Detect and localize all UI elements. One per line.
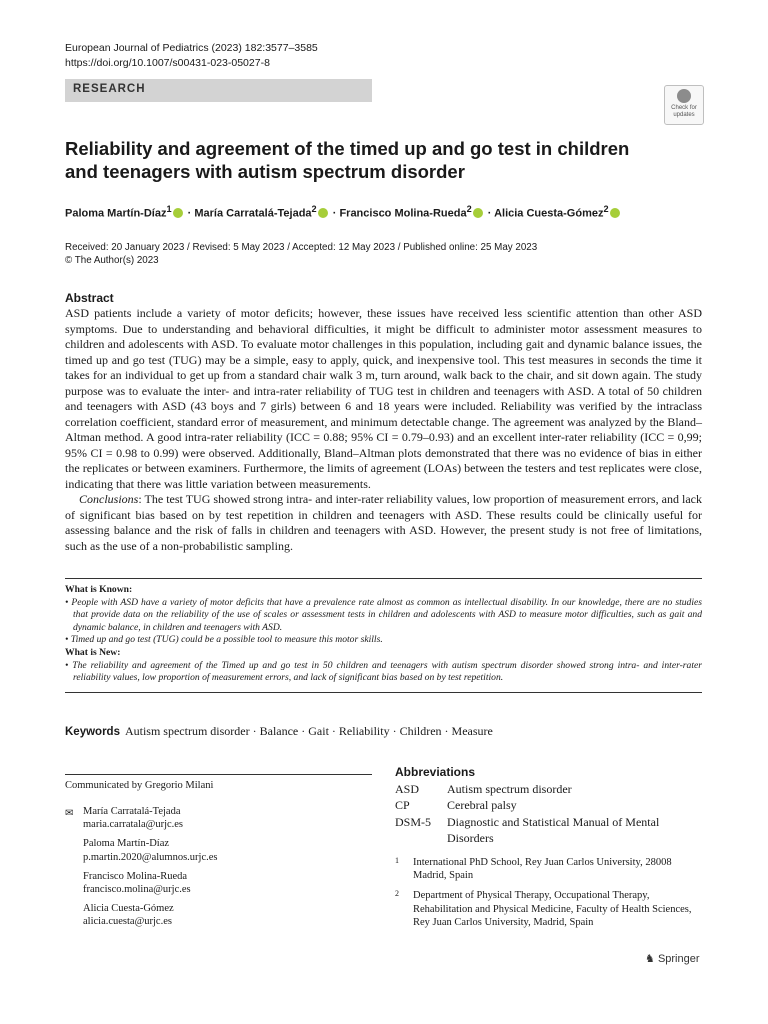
check-updates-label: Check for updates bbox=[671, 105, 697, 118]
abbreviation-value: Cerebral palsy bbox=[447, 798, 517, 813]
contact-name: María Carratalá‑Tejada bbox=[83, 806, 181, 817]
contact-name: Francisco Molina‑Rueda bbox=[83, 870, 188, 882]
author-name[interactable]: Paloma Martín‑Díaz bbox=[65, 207, 167, 220]
orcid-icon[interactable] bbox=[610, 208, 620, 218]
doi-link[interactable]: https://doi.org/10.1007/s00431-023-05027-8 bbox=[65, 57, 270, 69]
known-heading: What is Known: bbox=[65, 584, 133, 595]
contact-email[interactable]: p.martin.2020@alumnos.urjc.es bbox=[83, 851, 218, 863]
keywords-line bbox=[65, 724, 493, 739]
author-name[interactable]: Francisco Molina‑Rueda bbox=[339, 207, 467, 220]
author-name[interactable]: María Carratalá‑Tejada bbox=[194, 207, 312, 220]
conclusions-text: : The test TUG showed strong intra- and inter-rater reliability values, low proportion of measurement errors, and lack of significant bias based on by test repetition in children and teenagers with ASD. These results could be clinically useful for assessing balance and the risk of falls in children and teenagers with ASD. However, the present study is not free of limitations, such as the use of a non-probabilistic sampling. bbox=[65, 492, 702, 553]
affiliation-entry bbox=[395, 889, 705, 929]
affiliation-text: Department of Physical Therapy, Occupational Therapy, Rehabilitation and Physical Medicine, Faculty of Health Sciences, Rey Juan Carlos University, Madrid, Spain bbox=[413, 890, 692, 928]
abbreviation-row bbox=[395, 781, 707, 797]
abstract-conclusions bbox=[65, 492, 702, 554]
springer-horse-icon: ♞ bbox=[645, 953, 655, 965]
contact-name: Paloma Martín‑Díaz bbox=[83, 838, 170, 850]
keywords-text: Autism spectrum disorder · Balance · Gait · Reliability · Children · Measure bbox=[124, 724, 493, 738]
abstract-paragraph: ASD patients include a variety of motor deficits; however, these issues have received less scientific attention than other ASD symptoms. Due to understanding and behavioral difficulties, it might be difficult to administer motor assessment measures to children and adolescents with ASD. To evaluate motor challenges in this population, including gait and dynamic balance issues, the timed up and go test (TUG) may be a simple, easy to apply, quick, and inexpensive tool. This test measures in seconds the time it takes for an individual to get up from a standard chair walk 3 m, turn around, walk back to the chair, and sit down again. The study purpose was to evaluate the inter- and intra-rater reliability of TUG test in children and teenagers with ASD. A total of 50 children and teenagers with ASD (43 boys and 7 girls) between 6 and 18 years were included. Reliability was verified by the intraclass correlation coefficient, standard error of measurement, and minimum detectable change. The agreement was analyzed by the Bland–Altman method. A good intra-rater reliability (ICC = 0.88; 95% CI = 0.79–0.93) and an excellent inter-rater reliability (ICC = 0,99; 95% CI = 0.98 to 0.99) were observed. Additionally, Bland–Altman plots demonstrated that there was no evidence of bias in either the replicates or between examiners. Furthermore, the limits of agreement (LOAs) between the testers and test replicates were close, indicating that there was little variation between measurements. bbox=[65, 306, 702, 491]
publisher-name: Springer bbox=[657, 953, 700, 965]
footnote-rule bbox=[65, 774, 372, 775]
affiliations bbox=[395, 856, 705, 936]
abbreviation-row bbox=[395, 797, 707, 813]
author-affil-sup: 1 bbox=[166, 204, 172, 214]
author-affil-sup: 2 bbox=[603, 204, 609, 214]
known-item: • People with ASD have a variety of motor deficits that have a prevalence rate almost as common as intellectual disability. In our knowledge, there are no studies that provide data on the reliability of the use of scales or assessment tests in children and adolescents with ASD to measure motor difficulties, such as gait and dynamic balance, in children and teenagers with ASD. bbox=[65, 596, 702, 633]
conclusions-label: Conclusions bbox=[79, 492, 139, 506]
author-separator: · bbox=[332, 207, 337, 220]
new-item: • The reliability and agreement of the Timed up and go test in 50 children and teenagers with autism spectrum disorder showed strong intra- and inter-rater reliability values, low proportion of measurement errors, and lack of significant bias based on by test repetition. bbox=[65, 659, 702, 684]
abbreviation-key: DSM-5 bbox=[395, 814, 432, 829]
affiliation-entry bbox=[395, 856, 705, 882]
author-separator: · bbox=[187, 207, 192, 220]
contact-entry bbox=[65, 837, 365, 863]
publisher-logo bbox=[645, 952, 700, 965]
known-item: • Timed up and go test (TUG) could be a possible tool to measure this motor skills. bbox=[65, 634, 383, 646]
abbreviation-key: CP bbox=[395, 798, 410, 813]
box-bottom-rule bbox=[65, 692, 702, 693]
contact-entry bbox=[65, 902, 365, 928]
abbreviation-value: Diagnostic and Statistical Manual of Mental Disorders bbox=[447, 814, 660, 845]
abbreviation-row bbox=[395, 814, 707, 847]
section-label-bar bbox=[65, 79, 372, 102]
contact-name: Alicia Cuesta‑Gómez bbox=[83, 903, 174, 915]
envelope-icon: ✉ bbox=[65, 808, 74, 819]
communicated-by: Communicated by Gregorio Milani bbox=[65, 780, 214, 791]
section-label: RESEARCH bbox=[73, 83, 146, 95]
journal-header bbox=[65, 41, 318, 71]
check-for-updates-button[interactable] bbox=[664, 85, 704, 125]
check-updates-icon bbox=[677, 89, 691, 103]
orcid-icon[interactable] bbox=[318, 208, 328, 218]
keywords-label: Keywords bbox=[65, 726, 120, 738]
contact-entry bbox=[65, 870, 365, 896]
affiliation-number: 2 bbox=[395, 889, 399, 899]
contact-email[interactable]: francisco.molina@urjc.es bbox=[83, 884, 191, 896]
box-top-rule bbox=[65, 578, 702, 579]
contact-email[interactable]: maria.carratala@urjc.es bbox=[83, 819, 184, 831]
orcid-icon[interactable] bbox=[473, 208, 483, 218]
date-history: Received: 20 January 2023 / Revised: 5 May 2023 / Accepted: 12 May 2023 / Published online: 25 May 2023 bbox=[65, 242, 538, 253]
orcid-icon[interactable] bbox=[173, 208, 183, 218]
journal-citation: European Journal of Pediatrics (2023) 182:3577–3585 bbox=[65, 42, 318, 54]
author-affil-sup: 2 bbox=[466, 204, 472, 214]
article-title: Reliability and agreement of the timed up and go test in children and teenagers with autism spectrum disorder bbox=[65, 138, 630, 182]
abstract-heading: Abstract bbox=[65, 291, 114, 305]
abbreviations-heading: Abbreviations bbox=[395, 765, 476, 779]
affiliation-number: 1 bbox=[395, 856, 399, 865]
author-name[interactable]: Alicia Cuesta‑Gómez bbox=[494, 207, 604, 220]
contact-email[interactable]: alicia.cuesta@urjc.es bbox=[83, 916, 172, 928]
abstract-body bbox=[65, 306, 702, 554]
known-new-box bbox=[65, 584, 702, 685]
abbreviation-key: ASD bbox=[395, 782, 420, 796]
author-affil-sup: 2 bbox=[311, 204, 317, 214]
publication-dates bbox=[65, 241, 537, 267]
new-heading: What is New: bbox=[65, 646, 121, 658]
copyright-line: © The Author(s) 2023 bbox=[65, 255, 159, 266]
affiliation-text: International PhD School, Rey Juan Carlos University, 28008 Madrid, Spain bbox=[413, 857, 672, 882]
contact-list bbox=[65, 805, 365, 935]
abbreviation-value: Autism spectrum disorder bbox=[447, 782, 572, 796]
abbreviations-table bbox=[395, 781, 707, 846]
author-list bbox=[65, 204, 715, 220]
contact-entry bbox=[65, 805, 365, 831]
author-separator: · bbox=[487, 207, 492, 220]
